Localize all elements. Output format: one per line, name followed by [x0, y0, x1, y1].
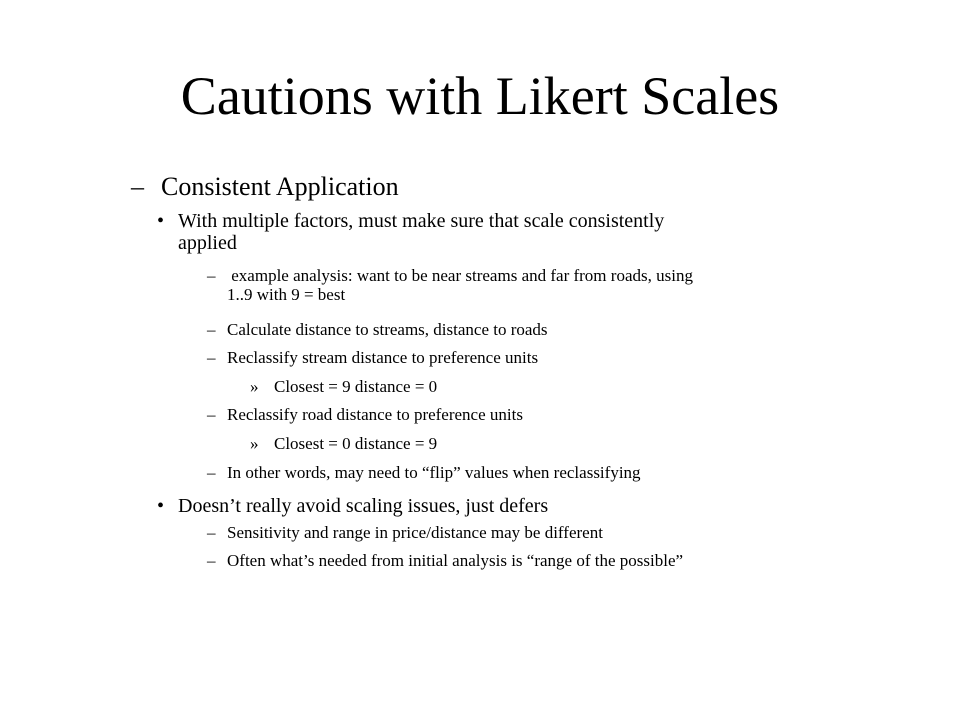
dash-marker: –: [207, 405, 216, 424]
sub-sub-item: [250, 434, 437, 453]
sub-item-text: Sensitivity and range in price/distance may be different: [227, 523, 603, 542]
sub-item-example-text: [227, 266, 693, 304]
sub-item-text: Reclassify stream distance to preference units: [227, 348, 539, 367]
bullet-point-1: [157, 210, 664, 254]
sub-sub-item-text: Closest = 0 distance = 9: [274, 434, 438, 453]
sub-item-text: Calculate distance to streams, distance to roads: [227, 320, 548, 339]
bullet-icon: •: [157, 495, 165, 517]
dash-marker: –: [207, 348, 216, 367]
sub-item: [207, 320, 548, 339]
dash-marker: –: [207, 523, 216, 542]
raquo-marker: »: [250, 434, 259, 453]
sub-item-example-line1: example analysis: want to be near streams and far from roads, using: [227, 266, 693, 285]
sub-item-example-line2: 1..9 with 9 = best: [227, 285, 346, 304]
dash-marker: –: [207, 266, 216, 285]
sub-item-example: [207, 266, 693, 304]
sub-item: [207, 405, 523, 424]
bullet-point-1-text: [178, 210, 664, 254]
dash-marker: –: [207, 320, 216, 339]
sub-sub-item: [250, 377, 437, 396]
bullet-point-2: [157, 495, 548, 517]
sub-item: [207, 463, 641, 482]
dash-marker: –: [207, 551, 216, 570]
raquo-marker: »: [250, 377, 259, 396]
bullet-point-1-line2: applied: [178, 232, 237, 254]
dash-marker: –: [131, 172, 144, 201]
dash-marker: –: [207, 463, 216, 482]
sub-item-text: Reclassify road distance to preference units: [227, 405, 523, 424]
sub-item: [207, 551, 683, 570]
sub-item-text: Often what’s needed from initial analysis is “range of the possible”: [227, 551, 684, 570]
slide-title: Cautions with Likert Scales: [180, 66, 780, 126]
section-heading-text: Consistent Application: [161, 172, 399, 201]
sub-item: [207, 348, 538, 367]
sub-sub-item-text: Closest = 9 distance = 0: [274, 377, 438, 396]
section-heading: [131, 172, 399, 202]
bullet-point-2-text: Doesn’t really avoid scaling issues, just defers: [178, 495, 549, 517]
bullet-point-1-line1: With multiple factors, must make sure that scale consistently: [178, 210, 665, 232]
bullet-icon: •: [157, 210, 165, 232]
sub-item-text: In other words, may need to “flip” values when reclassifying: [227, 463, 641, 482]
sub-item: [207, 523, 603, 542]
